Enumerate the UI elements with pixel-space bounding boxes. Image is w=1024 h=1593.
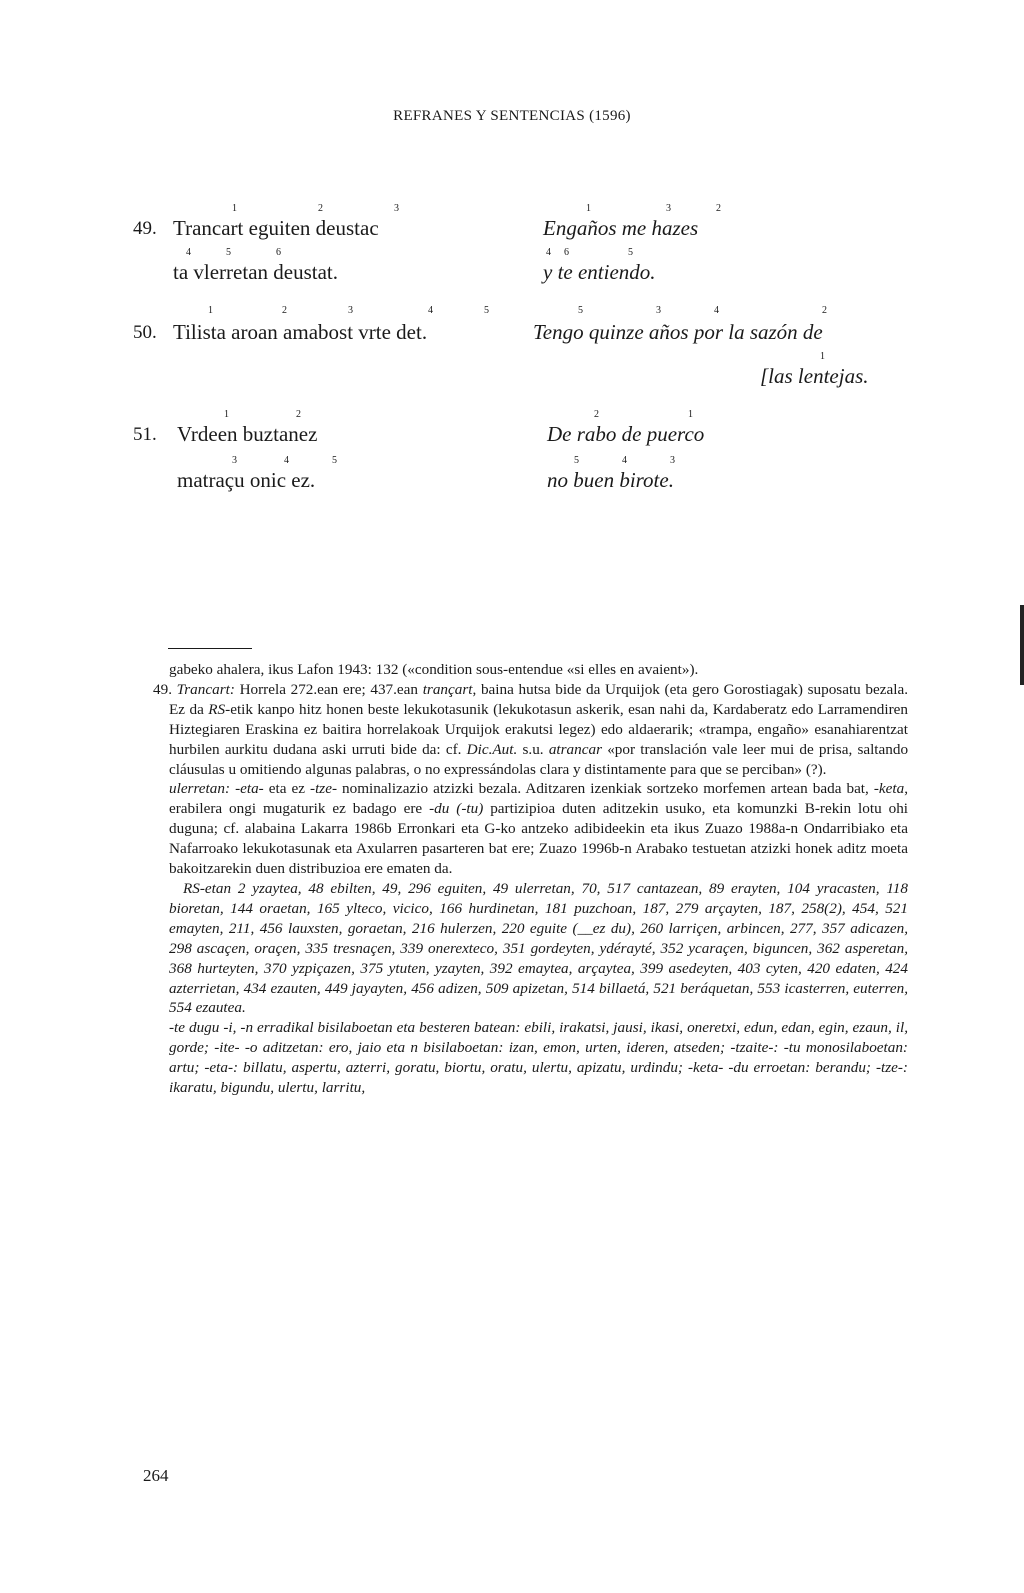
entry-number: 50.: [133, 322, 157, 343]
order-mark: 3: [394, 203, 399, 214]
spanish-line: y te entiendo.: [543, 260, 656, 284]
basque-line: Vrdeen buztanez: [177, 422, 318, 446]
order-mark: 4: [622, 455, 627, 466]
order-mark: 1: [232, 203, 237, 214]
note-term: -eta-: [235, 780, 264, 798]
basque-line: matraçu onic ez.: [177, 468, 316, 492]
note-term: -du (-tu): [429, 800, 484, 818]
running-header: REFRANES Y SENTENCIAS (1596): [393, 108, 631, 124]
order-mark: 4: [186, 247, 191, 258]
order-mark: 2: [716, 203, 721, 214]
order-mark: 1: [208, 305, 213, 316]
note-text: «por translación vale leer mui de prisa, saltando cláusulas u omitiendo algunas palabras, o no expressándolas clara y distintamente para que se perciban» (?).: [169, 740, 909, 778]
note-text: -etan 2 yzaytea, 48 ebilten, 49, 296 eguiten, 49 ulerretan, 70, 517 cantazean, 89 erayten, 104 yracasten, 118 bioretan, 144 oraetan, 165 ylteco, vicico, 166 hurdinetan, 181 puzchoan, 187, 279 arçayten, 187, 258(2), 454, 521 emayten, 211, 456 lauxsten, goraetan, 216 hulerzen, 220 eguite (__ez du), 260 larriçen, arbincen, 277, 357 adicazen, 298 ascaçen, oraçen, 335 tresnaçen, 339 onerexteco, 351 gordeyten, ydérayté, 352 ycaraçen, biguncen, 362 asperetan, 368 hurteyten, 370 yzpiçazen, 375 ytuten, yzayten, 392 emaytea, arçaytea, 399 asedeyten, 403 cyten, 420 edaten, 424 azterrietan, 434 ezauten, 449 jayayten, 456 adizen, 509 apizetan, 514 billaetá, 521 beráquetan, 553 icasterren, euterren, 554 ezautea.: [169, 879, 908, 1017]
spanish-line: Engaños me hazes: [543, 216, 699, 240]
note-text: eta ez: [268, 780, 305, 798]
order-mark: 3: [656, 305, 661, 316]
order-mark: 5: [332, 455, 337, 466]
order-mark: 6: [276, 247, 281, 258]
order-mark: 3: [348, 305, 353, 316]
note-term: -tze-: [310, 780, 338, 798]
note-term: atrancar: [548, 740, 602, 758]
note-abbr: RS: [183, 879, 200, 897]
note-text: -etik kanpo hitz honen beste lekukotasunik (lekukotasun askerik, esan nahi da, Kardaberatz edo Larramendiren Hiztegiaren Eraskina ez baitira horrelakoak Urquijok erakutsi legez) edo aldaerarik; «trampa, engaño» esanahiarentzat hurbilen aurkitu dudana aski urruti bide da: cf.: [169, 700, 908, 758]
basque-line: Trancart eguiten deustac: [173, 216, 379, 240]
spanish-line: De rabo de puerco: [547, 422, 705, 446]
page-number: 264: [143, 1466, 169, 1485]
order-mark: 5: [484, 305, 489, 316]
note-continuation: gabeko ahalera, ikus Lafon 1943: 132 («condition sous-entendue «si elles en avaient»).: [169, 661, 699, 678]
order-mark: 4: [428, 305, 433, 316]
order-mark: 5: [226, 247, 231, 258]
note-abbr: Dic.Aut.: [466, 740, 518, 758]
order-mark: 4: [714, 305, 719, 316]
order-mark: 2: [318, 203, 323, 214]
basque-line: ta vlerretan deustat.: [173, 260, 339, 284]
basque-line: Tilista aroan amabost vrte det.: [173, 320, 428, 344]
note-abbr: RS: [208, 700, 226, 718]
order-mark: 5: [574, 455, 579, 466]
note-rs-forms: [133, 879, 908, 1018]
order-mark: 2: [296, 409, 301, 420]
order-mark: 3: [232, 455, 237, 466]
order-mark: 3: [670, 455, 675, 466]
note-term: trançart: [422, 680, 473, 698]
note-text: , erabilera ongi mugaturik ez badago ere: [169, 780, 909, 818]
note-term: -keta: [873, 780, 905, 798]
order-mark: 1: [586, 203, 591, 214]
note-term: ulerretan:: [169, 780, 231, 798]
order-mark: 2: [822, 305, 827, 316]
order-mark: 5: [578, 305, 583, 316]
note-label: 49.: [153, 680, 172, 698]
order-mark: 2: [594, 409, 599, 420]
order-mark: 4: [546, 247, 551, 258]
note-text: nominalizazio atzizki bezala. Aditzaren izenkiak sortzeko morfemen artean bada bat,: [342, 780, 869, 798]
order-mark: 1: [224, 409, 229, 420]
note-text: , baina hutsa bide da Urquijok (eta gero Gorostiagak) suposatu bezala. Ez da: [169, 680, 908, 718]
order-mark: 4: [284, 455, 289, 466]
note-49: [133, 680, 908, 780]
order-mark: 3: [666, 203, 671, 214]
spanish-line-continuation: [las lentejas.: [760, 364, 869, 388]
spanish-line: Tengo quinze años por la sazón de: [533, 320, 823, 344]
order-mark: 2: [282, 305, 287, 316]
order-mark: 1: [820, 351, 825, 362]
entry-number: 51.: [133, 424, 157, 445]
note-term: Trancart:: [176, 680, 235, 698]
entry-number: 49.: [133, 218, 157, 239]
order-mark: 5: [628, 247, 633, 258]
note-text: partizipioa duten aditzekin usuko, eta komunzki B-rekin lotu ohi duguna; cf. alabaina Lakarra 1986b Erronkari eta G-ko antzeko adibideekin eta ikus Zuazo 1988a-n Ondarribiako eta Nafarroako lekukotasunak eta Axularren pasarteren bat ere; Zuazo 1996b-n Arabako testuetan atzizki honek aditz moeta bakoitzarekin duen distribuzioa ere ematen da.: [169, 800, 909, 878]
note-ulerretan: [133, 779, 908, 879]
note-te-forms: -te dugu -i, -n erradikal bisilaboetan eta besteren batean: ebili, irakatsi, jausi, ikasi, oneretxi, edun, edan, egin, ezaun, il, gorde; -ite- -o aditzetan: ero, jaio eta n bisilaboetan: izan, emon, urten, ideren, atseden; -tzaite-: -tu monosilaboetan: artu; -eta-: billatu, aspertu, azterri, goratu, biortu, oratu, ulertu, apizatu, urdindu; -keta- -du erroetan: berandu; -tze-: ikaratu, bigundu, ulertu, larritu,: [169, 1019, 908, 1097]
note-text: Horrela 272.ean ere; 437.ean: [239, 680, 419, 698]
note-text: s.u.: [522, 740, 544, 758]
spanish-line: no buen birote.: [547, 468, 674, 492]
order-mark: 6: [564, 247, 569, 258]
footnotes: [133, 660, 908, 1098]
footnote-rule: [168, 648, 252, 649]
order-mark: 1: [688, 409, 693, 420]
page-edge-mark: [1020, 605, 1024, 685]
